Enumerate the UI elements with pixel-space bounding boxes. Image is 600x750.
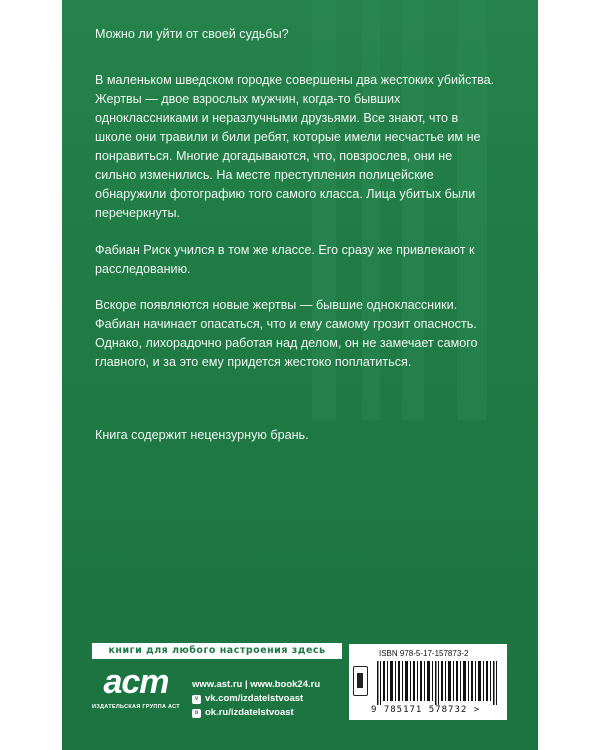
isbn-label: ISBN 978-5-17-157873-2 [379, 649, 469, 658]
blurb-question [95, 25, 495, 44]
paragraph-text: В маленьком шведском городке совершены два жестоких убийства. Жертвы — двое взрослых мужчин, когда-то бывших одноклассниками и неразлучными друзьями. Все знают, что в школе они травили и били ребят, которые имели несчастье им не понравиться. Многие догадываются, что, повзрослев, они не сильно изменились. На месте преступления полицейские обнаружили фотографию того самого класса. Лица убитых были перечеркнуты. [95, 73, 495, 220]
barcode-icon [377, 661, 501, 705]
publisher-slogan: книги для любого настроения здесь [92, 643, 342, 659]
vk-icon: v [192, 695, 201, 704]
websites-row [192, 678, 320, 692]
blurb-paragraph-3 [95, 296, 495, 372]
websites-text: www.ast.ru | www.book24.ru [192, 679, 321, 690]
isbn-panel [349, 644, 507, 720]
publisher-contacts [192, 678, 320, 720]
vk-row [192, 692, 320, 706]
ok-row [192, 706, 320, 720]
ok-link: ok.ru/izdatelstvoast [205, 707, 294, 718]
ok-icon: o [192, 709, 201, 718]
blurb-paragraph-1 [95, 71, 495, 223]
barcode-digits: 9 785171 578732 > [371, 705, 481, 715]
content-warning [95, 426, 495, 445]
blurb-paragraph-2 [95, 241, 495, 279]
logo-caption: ИЗДАТЕЛЬСКАЯ ГРУППА АСТ [92, 704, 180, 710]
question-text: Можно ли уйти от своей судьбы? [95, 27, 289, 41]
lantern-icon [353, 666, 368, 696]
paragraph-text: Фабиан Риск учился в том же классе. Его сразу же привлекают к расследованию. [95, 243, 475, 276]
warning-text: Книга содержит нецензурную брань. [95, 428, 309, 442]
back-cover [62, 0, 538, 750]
vk-link: vk.com/izdatelstvoast [205, 693, 304, 704]
ast-logo-mark: аст [103, 663, 169, 701]
paragraph-text: Вскоре появляются новые жертвы — бывшие одноклассники. Фабиан начинает опасаться, что и ему самому грозит опасность. Однако, лихорадочно работая над делом, он не замечает самого главного, и за это ему придется жестоко поплатиться. [95, 298, 478, 369]
publisher-logo [92, 664, 180, 724]
